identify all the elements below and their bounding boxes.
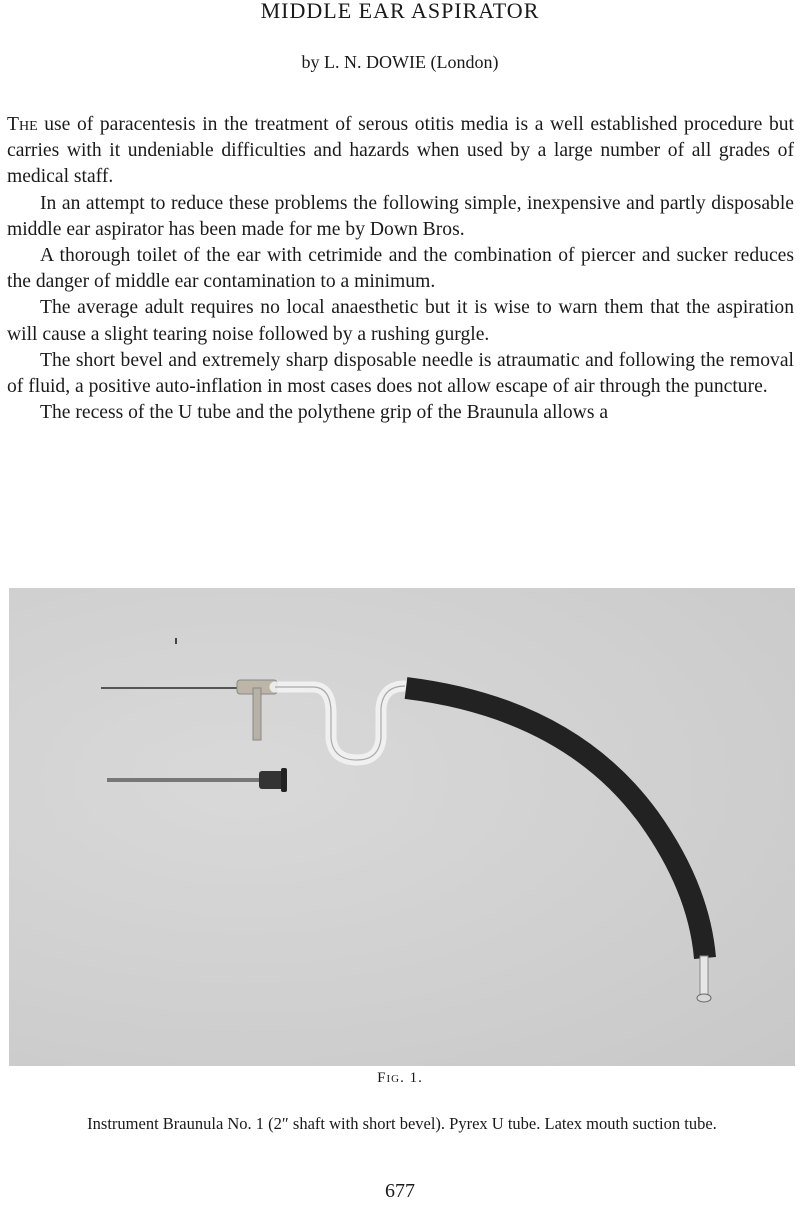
lead-word: The <box>7 114 38 135</box>
page-number: 677 <box>385 1180 415 1202</box>
figure-label: Fig. 1. <box>377 1070 423 1086</box>
article-body <box>7 112 794 426</box>
aspirator-photo-icon <box>9 588 795 1066</box>
figure-caption: Instrument Braunula No. 1 (2″ shaft with short bevel). Pyrex U tube. Latex mouth suction tube. <box>87 1114 717 1133</box>
paragraph-4: The average adult requires no local anaesthetic but it is wise to warn them that the aspiration will cause a slight tearing noise followed by a rushing gurgle. <box>7 297 794 345</box>
article-title: MIDDLE EAR ASPIRATOR <box>260 0 540 23</box>
paragraph-1: The use of paracentesis in the treatment of serous otitis media is a well established procedure but carries with it undeniable difficulties and hazards when used by a large number of all grades of medical staff. <box>7 114 794 188</box>
paragraph-3: A thorough toilet of the ear with cetrimide and the combination of piercer and sucker reduces the danger of middle ear contamination to a minimum. <box>7 245 794 293</box>
author-byline: by L. N. DOWIE (London) <box>301 52 499 72</box>
paragraph-2: In an attempt to reduce these problems the following simple, inexpensive and partly disposable middle ear aspirator has been made for me by Down Bros. <box>7 192 794 240</box>
figure-photograph <box>9 588 795 1066</box>
paragraph-6: The recess of the U tube and the polythene grip of the Braunula allows a <box>40 402 609 424</box>
paragraph-5: The short bevel and extremely sharp disposable needle is atraumatic and following the removal of fluid, a positive auto-inflation in most cases does not allow escape of air through the puncture. <box>7 349 794 398</box>
